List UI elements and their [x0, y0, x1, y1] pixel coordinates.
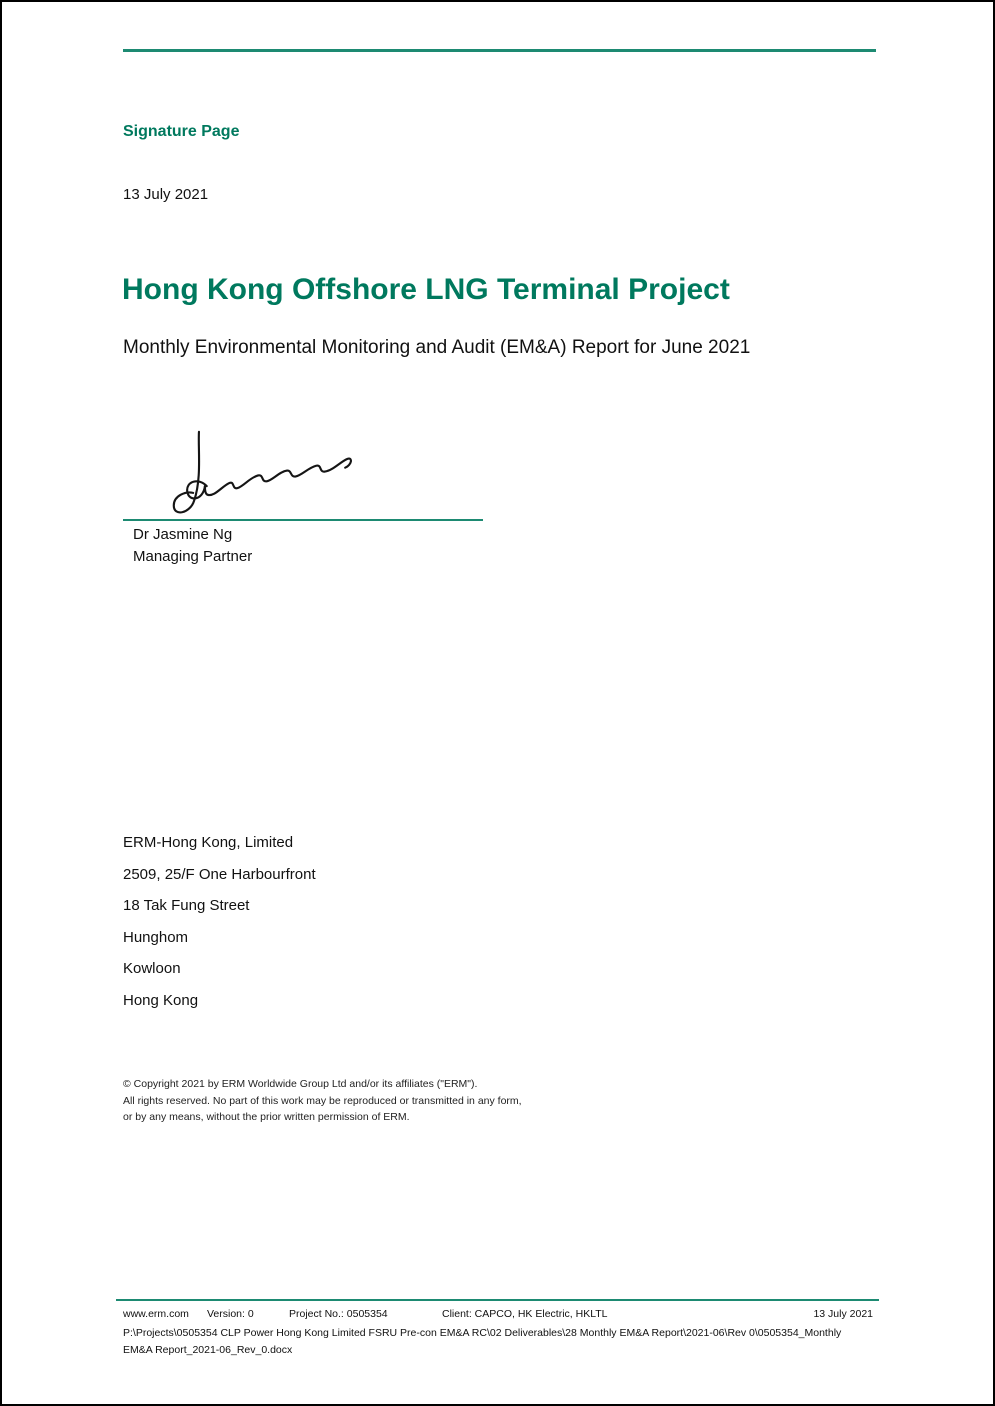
document-date: 13 July 2021 — [123, 186, 209, 203]
footer-divider-rule — [116, 1299, 879, 1301]
company-address — [123, 827, 316, 1017]
footer-file-path: P:\Projects\0505354 CLP Power Hong Kong Limited FSRU Pre-con EM&A RC\02 Deliverables\28 Monthly EM&A Report\2021-06\Rev 0\0505354_Monthly EM&A Report_2021-06_Rev_0.docx — [123, 1327, 842, 1356]
address-line-city: Hong Kong — [123, 991, 199, 1009]
signature-line-rule — [123, 519, 483, 521]
footer-website: www.erm.com — [123, 1308, 189, 1320]
footer-version: Version: 0 — [207, 1308, 254, 1320]
address-line-suite: 2509, 25/F One Harbourfront — [123, 865, 316, 883]
footer-client: Client: CAPCO, HK Electric, HKLTL — [442, 1308, 608, 1320]
copyright-line-3: or by any means, without the prior written permission of ERM. — [123, 1111, 410, 1124]
section-label: Signature Page — [123, 123, 240, 140]
copyright-line-1: © Copyright 2021 by ERM Worldwide Group Ltd and/or its affiliates ("ERM"). — [123, 1078, 478, 1090]
header-divider-rule — [123, 49, 876, 52]
address-line-street: 18 Tak Fung Street — [123, 897, 250, 915]
address-line-company: ERM-Hong Kong, Limited — [123, 834, 294, 851]
copyright-notice — [123, 1076, 643, 1126]
document-subtitle: Monthly Environmental Monitoring and Audit (EM&A) Report for June 2021 — [123, 337, 751, 358]
copyright-line-2: All rights reserved. No part of this work may be reproduced or transmitted in any form, — [123, 1094, 522, 1107]
footer-date: 13 July 2021 — [813, 1308, 873, 1320]
signatory-name: Dr Jasmine Ng — [133, 526, 233, 543]
document-title: Hong Kong Offshore LNG Terminal Project — [122, 273, 730, 306]
address-line-region: Kowloon — [123, 960, 181, 978]
signatory-role: Managing Partner — [133, 548, 253, 565]
address-line-district: Hunghom — [123, 928, 189, 946]
footer-project-number: Project No.: 0505354 — [289, 1308, 388, 1320]
signature-image — [140, 428, 378, 520]
